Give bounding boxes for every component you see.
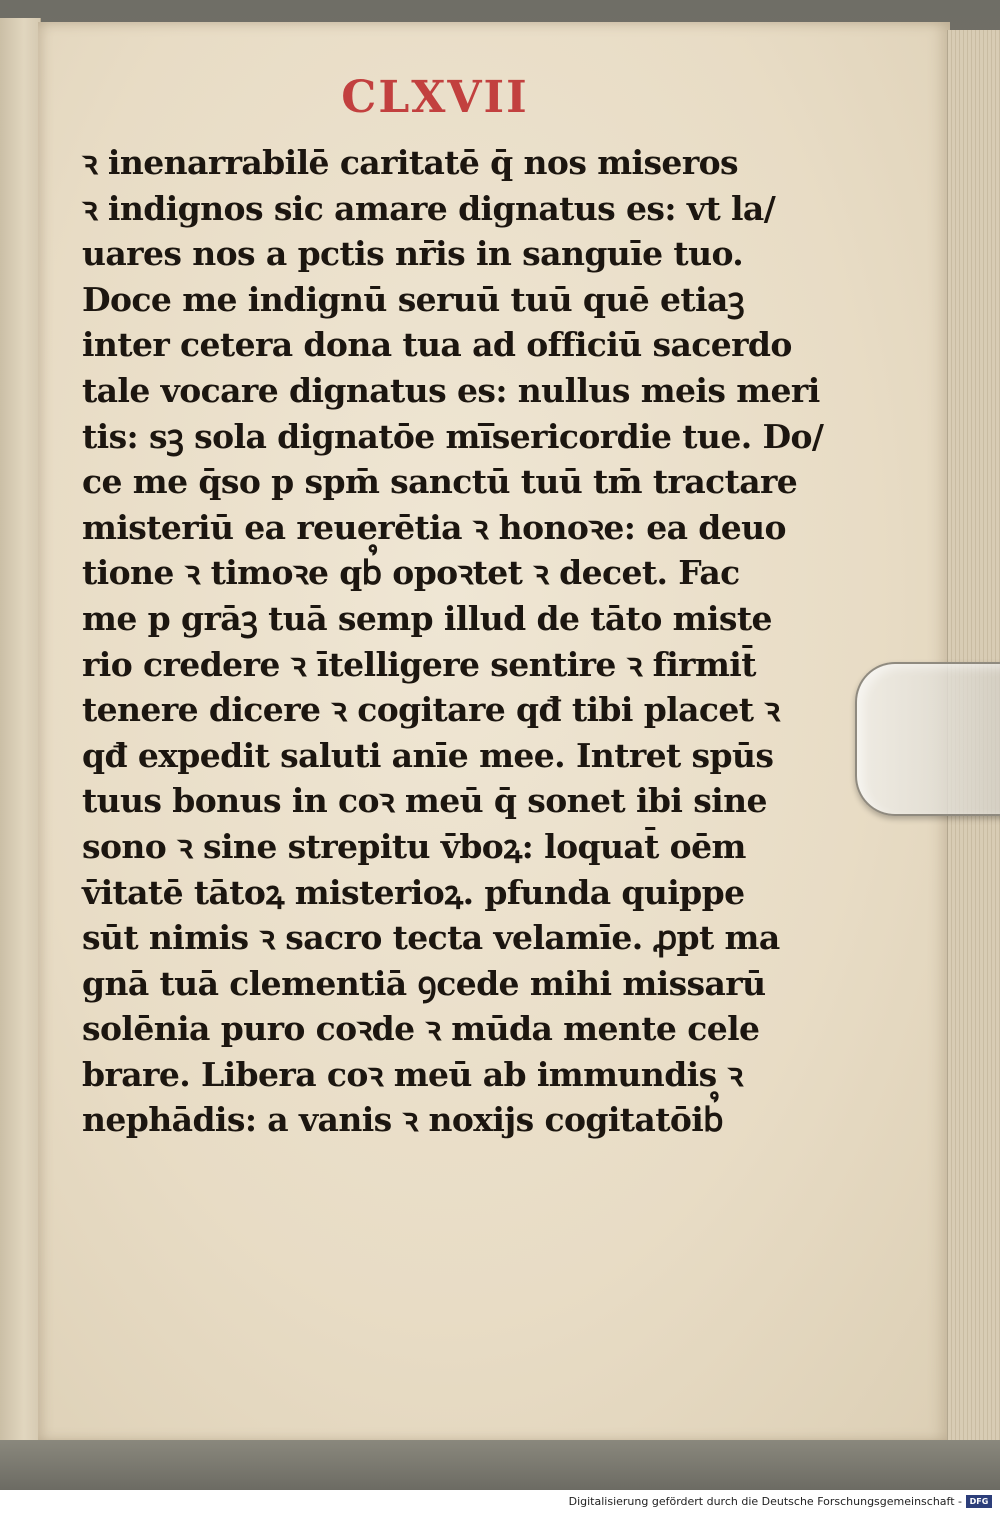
text-line: misteriū ea reuerētia ꝛ honoꝛe: ea deuo xyxy=(82,507,786,547)
text-line: qđ expedit saluti anīe mee. Intret spūs xyxy=(82,735,774,775)
text-line: sūt nimis ꝛ sacro tecta velamīe. ꝓpt ma xyxy=(82,918,780,958)
text-line: inter cetera dona tua ad officiū sacerdo xyxy=(82,325,792,365)
text-line: tis: sꝫ sola dignatōe mi̅sericordie tue. Do/ xyxy=(82,416,824,456)
dfg-logo: DFG xyxy=(966,1495,992,1508)
text-line: ce me q̄so p spm̄ sanctū tuū tm̄ tractare xyxy=(82,462,798,502)
folio-number: CLXVII xyxy=(341,72,529,123)
footer-bar xyxy=(0,1490,1000,1513)
clasp-icon xyxy=(855,662,1000,816)
text-line: sono ꝛ sine strepitu v̄boꝝ: loquat̄ oēm xyxy=(82,826,746,866)
text-line: nephādis: a vanis ꝛ noxijs cogitatōib᷒ xyxy=(82,1100,723,1140)
text-line: uares nos a pctis nr̄is in sanguīe tuo. xyxy=(82,234,744,274)
text-line: gnā tuā clementiā ꝯcede mihi missarū xyxy=(82,963,766,1003)
funding-credit: Digitalisierung gefördert durch die Deutsche Forschungsgemeinschaft - xyxy=(568,1495,962,1508)
text-line: tione ꝛ timoꝛe qb᷒ opoꝛtet ꝛ decet. Fac xyxy=(82,553,740,593)
bottom-background xyxy=(0,1440,1000,1490)
text-line: tale vocare dignatus es: nullus meis meri xyxy=(82,370,820,410)
text-line: ꝛ indignos sic amare dignatus es: vt la/ xyxy=(82,188,776,228)
text-line: tenere dicere ꝛ cogitare qđ tibi placet ꝛ xyxy=(82,690,780,730)
text-line: solēnia puro coꝛde ꝛ mūda mente cele xyxy=(82,1009,760,1049)
left-page-edge xyxy=(0,18,41,1448)
text-line: Doce me indignū seruū tuū quē etiaꝫ xyxy=(82,279,745,319)
text-line: tuus bonus in coꝛ meū q̄ sonet ibi sine xyxy=(82,781,767,821)
text-line: v̄itatē tātoꝝ misterioꝝ. pfunda quippe xyxy=(82,872,745,912)
text-line: me p grāꝫ tuā semp illud de tāto miste xyxy=(82,598,772,638)
text-line: brare. Libera coꝛ meū ab immundis ꝛ xyxy=(82,1054,743,1094)
text-line: rio credere ꝛ ītelligere sentire ꝛ firmit̄ xyxy=(82,644,756,684)
text-line: ꝛ inenarrabilē caritatē q̄ nos miseros xyxy=(82,143,739,182)
text-block xyxy=(82,140,824,1143)
